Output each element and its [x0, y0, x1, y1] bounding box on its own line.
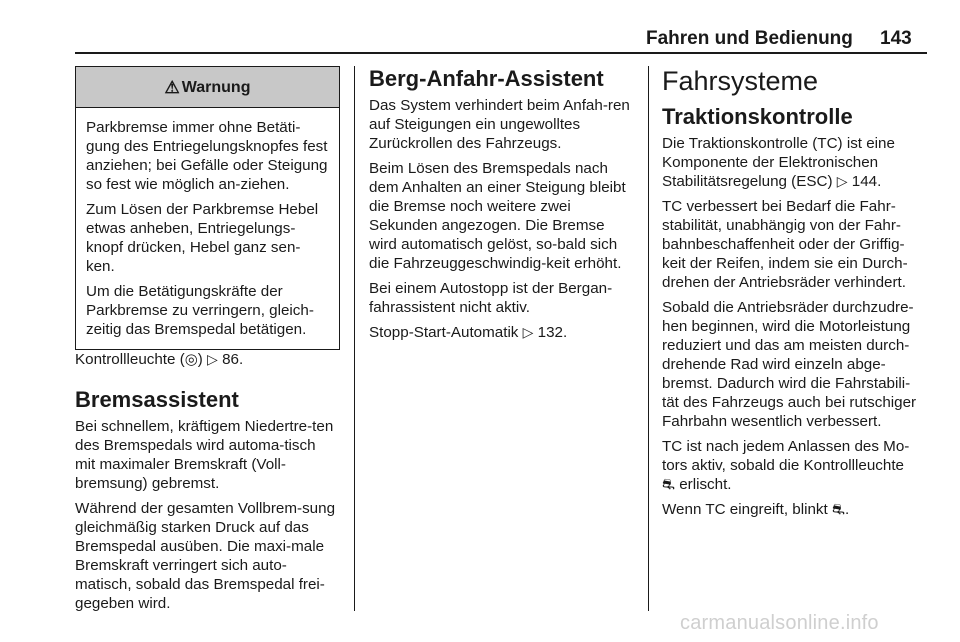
indicator-reference [75, 350, 340, 369]
page-ref-arrow-icon: ▷ [522, 324, 534, 340]
warning-paragraph: Um die Betätigungskräfte der Parkbremse zu verringern, gleich-zeitig das Bremspedal betätigen. [86, 283, 314, 338]
page-number: 143 [880, 28, 912, 49]
column-divider-2 [648, 66, 649, 611]
cross-reference [369, 323, 634, 342]
page-ref-arrow-icon: ▷ [207, 351, 218, 367]
tc-intro-page-ref: 144. [851, 173, 882, 190]
tc-active-end: erlischt. [679, 476, 732, 493]
column-3 [662, 66, 927, 525]
body-paragraph [662, 500, 927, 519]
tc-blink-text: Wenn TC eingreift, blinkt [662, 501, 828, 518]
header-rule [75, 52, 927, 54]
indicator-page-ref: 86. [222, 351, 244, 368]
body-paragraph: Bei schnellem, kräftigem Niedertre-ten des Bremspedals wird automa-tisch mit maximaler Bremskraft (Voll-bremsung) gebremst. [75, 418, 334, 492]
watermark: carmanualsonline.info [680, 612, 879, 634]
body-paragraph: TC verbessert bei Bedarf die Fahr-stabilität, unabhängig von der Fahr-bahnbeschaffenheit oder der Griffig-keit der Reifen, indem sie ein Durch-drehen der Antriebsräder verhindert. [662, 198, 908, 291]
page-ref-arrow-icon: ▷ [836, 173, 848, 189]
section-heading-berg-anfahr-assistent: Berg-Anfahr-Assistent [369, 66, 604, 91]
warning-box [75, 66, 340, 350]
column-1 [75, 66, 340, 619]
body-paragraph: Das System verhindert beim Anfah-ren auf Steigungen ein ungewolltes Zurückrollen des Fahrzeugs. [369, 97, 630, 152]
warning-paragraph: Parkbremse immer ohne Betäti-gung des Entriegelungsknopfes fest anziehen; bei Gefälle oder Steigung so fest wie möglich an-ziehen. [86, 119, 328, 193]
tc-intro-text: Die Traktionskontrolle (TC) ist eine Komponente der Elektronischen Stabilitätsregelung (ESC) [662, 135, 895, 190]
traction-control-indicator-icon: ⛐ [831, 501, 845, 518]
body-paragraph [662, 437, 927, 494]
body-paragraph: Sobald die Antriebsräder durchzudre-hen beginnen, wird die Motorleistung reduziert und das am meisten durch-drehende Rad wird einzeln abge-bremst. Dadurch wird die Fahrstabili-tät des Fahrzeugs auch bei rutschiger Fahrbahn wesentlich verbessert. [662, 299, 917, 430]
cross-reference-page: 132. [537, 324, 568, 341]
warning-paragraph: Zum Lösen der Parkbremse Hebel etwas anheben, Entriegelungs-knopf drücken, Hebel ganz sen-ken. [86, 201, 319, 275]
warning-header [76, 67, 339, 108]
tc-blink-end: . [844, 501, 850, 518]
column-divider-1 [354, 66, 355, 611]
section-heading-bremsassistent: Bremsassistent [75, 387, 239, 412]
body-paragraph: Bei einem Autostopp ist der Bergan-fahrassistent nicht aktiv. [369, 280, 613, 316]
tc-active-text: TC ist nach jedem Anlassen des Mo-tors aktiv, sobald die Kontrollleuchte [662, 438, 910, 474]
body-paragraph: Beim Lösen des Bremspedals nach dem Anhalten an einer Steigung bleibt die Bremse noch weitere zwei Sekunden angezogen. Die Bremse wird automatisch gelöst, so-bald sich die Fahrzeuggeschwindig-keit erhöht. [369, 160, 626, 272]
cross-reference-text: Stopp-Start-Automatik [369, 324, 519, 341]
column-2 [369, 66, 634, 348]
running-header: Fahren und Bedienung [646, 28, 853, 49]
body-paragraph: Während der gesamten Vollbrem-sung gleichmäßig starken Druck auf das Bremspedal ausüben. Die maxi-male Bremskraft verringert sich auto-matisch, sobald das Bremspedal frei-gegeben wird. [75, 500, 336, 612]
body-paragraph [662, 134, 927, 191]
brake-warning-indicator-icon: (◎) [179, 351, 203, 368]
traction-control-indicator-icon: ⛐ [662, 476, 675, 493]
warning-title: Warnung [181, 78, 251, 96]
warning-triangle-icon: ⚠ [164, 77, 180, 97]
section-heading-traktionskontrolle: Traktionskontrolle [662, 104, 853, 129]
chapter-heading-fahrsysteme: Fahrsysteme [662, 66, 819, 96]
warning-body [76, 108, 339, 349]
indicator-text: Kontrollleuchte [75, 351, 176, 368]
